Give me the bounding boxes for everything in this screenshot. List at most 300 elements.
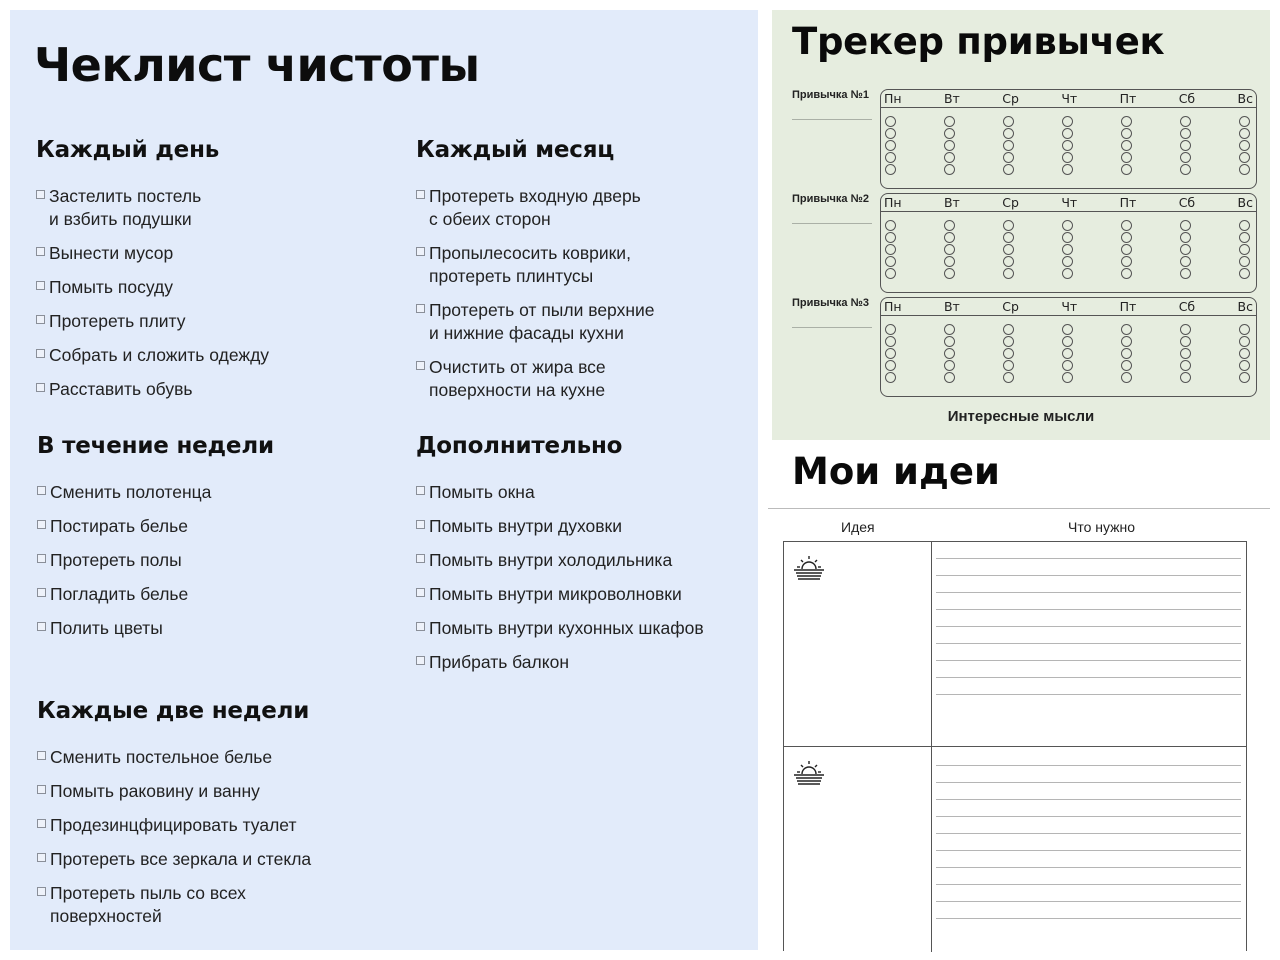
habit-circle-checkbox[interactable] [944, 232, 955, 243]
idea-cell[interactable] [784, 747, 932, 952]
checklist-item-label: Прибрать балкон [429, 652, 569, 672]
weekday-header [881, 90, 1256, 108]
habit-block-2 [772, 193, 1270, 297]
habit-circle-checkbox[interactable] [1239, 360, 1250, 371]
checkbox-icon[interactable] [37, 588, 46, 597]
checkbox-icon[interactable] [416, 554, 425, 563]
habit-circle-checkbox[interactable] [1062, 360, 1073, 371]
checklist-item[interactable] [36, 242, 269, 265]
day-column [1062, 220, 1073, 279]
habit-circle-checkbox[interactable] [944, 348, 955, 359]
habit-circle-checkbox[interactable] [1003, 324, 1014, 335]
habit-circle-checkbox[interactable] [1121, 128, 1132, 139]
habit-circle-checkbox[interactable] [885, 244, 896, 255]
checklist-item-label: Протереть пыль со всех [50, 883, 246, 903]
habit-circle-checkbox[interactable] [1239, 244, 1250, 255]
ideas-panel [768, 444, 1280, 960]
weekday-label: Чт [1061, 91, 1078, 106]
day-column [885, 324, 896, 383]
habit-name-line[interactable] [792, 327, 872, 328]
checklist-item-label: с обеих сторон [429, 209, 551, 229]
section-monthly [416, 137, 655, 413]
habit-circle-checkbox[interactable] [1121, 220, 1132, 231]
checklist-list [37, 481, 274, 640]
habit-circle-checkbox[interactable] [1121, 360, 1132, 371]
habit-circle-checkbox[interactable] [944, 220, 955, 231]
habit-tracker-panel [772, 10, 1270, 440]
writing-line [936, 833, 1241, 834]
weekday-label: Пн [884, 299, 902, 314]
habit-circle-checkbox[interactable] [944, 140, 955, 151]
checklist-item[interactable] [37, 746, 311, 769]
checkbox-icon[interactable] [37, 887, 46, 896]
checklist-item[interactable] [416, 242, 655, 288]
habit-circle-checkbox[interactable] [944, 164, 955, 175]
checkbox-icon[interactable] [416, 622, 425, 631]
interesting-thoughts-label: Интересные мысли [947, 408, 1095, 425]
section-extra [416, 433, 704, 685]
writing-line [936, 867, 1241, 868]
habit-circle-checkbox[interactable] [1062, 336, 1073, 347]
checkbox-icon[interactable] [416, 361, 425, 370]
checklist-item[interactable] [37, 780, 311, 803]
habit-circle-checkbox[interactable] [1239, 268, 1250, 279]
checklist-item-label: Погладить белье [50, 584, 189, 604]
column-header-idea: Идея [841, 519, 875, 535]
checklist-list [416, 481, 704, 674]
habit-circle-checkbox[interactable] [1003, 164, 1014, 175]
habit-circle-checkbox[interactable] [1239, 324, 1250, 335]
habit-circle-checkbox[interactable] [1180, 220, 1191, 231]
day-column [1180, 116, 1191, 175]
habit-circle-checkbox[interactable] [1180, 232, 1191, 243]
habit-circle-checkbox[interactable] [1239, 128, 1250, 139]
section-heading: В течение недели [37, 433, 274, 459]
writing-line [936, 782, 1241, 783]
day-column [944, 220, 955, 279]
habit-label: Привычка №1 [792, 89, 869, 101]
habit-week-grid [880, 89, 1257, 189]
habit-circle-checkbox[interactable] [1121, 232, 1132, 243]
weekday-label: Сб [1178, 91, 1196, 106]
weekday-label: Вс [1237, 299, 1253, 314]
habit-circle-checkbox[interactable] [1121, 140, 1132, 151]
checklist-item-label: Очистить от жира все [429, 357, 606, 377]
writing-line [936, 558, 1241, 559]
day-column [1062, 116, 1073, 175]
habit-name-line[interactable] [792, 223, 872, 224]
habit-circle-checkbox[interactable] [1003, 128, 1014, 139]
writing-line [936, 816, 1241, 817]
habit-circle-checkbox[interactable] [1239, 336, 1250, 347]
checkbox-icon[interactable] [37, 785, 46, 794]
checklist-item-label: Протереть полы [50, 550, 182, 570]
checklist-item[interactable] [416, 651, 704, 674]
habit-circle-checkbox[interactable] [944, 152, 955, 163]
checklist-item[interactable] [37, 882, 311, 928]
habit-circle-checkbox[interactable] [1003, 152, 1014, 163]
checklist-item[interactable] [37, 848, 311, 871]
habit-circle-checkbox[interactable] [1180, 244, 1191, 255]
writing-line [936, 677, 1241, 678]
habit-circle-checkbox[interactable] [1180, 348, 1191, 359]
checkbox-icon[interactable] [416, 247, 425, 256]
ideas-row [784, 747, 1246, 952]
sunrise-icon [792, 554, 826, 580]
habit-circle-checkbox[interactable] [1003, 256, 1014, 267]
day-column [1062, 324, 1073, 383]
weekday-label: Сб [1178, 299, 1196, 314]
checklist-item-label: Протереть входную дверь [429, 186, 641, 206]
habit-circle-checkbox[interactable] [1121, 348, 1132, 359]
section-heading: Каждый месяц [416, 137, 615, 163]
checklist-item[interactable] [416, 617, 704, 640]
habit-week-grid [880, 193, 1257, 293]
checkbox-icon[interactable] [36, 383, 45, 392]
checklist-item-label: Протереть от пыли верхние [429, 300, 655, 320]
weekday-label: Вт [943, 195, 960, 210]
checklist-item-label: Помыть внутри кухонных шкафов [429, 618, 704, 638]
section-biweekly [37, 698, 311, 939]
habit-circle-checkbox[interactable] [1121, 372, 1132, 383]
checklist-item[interactable] [37, 814, 311, 837]
tracker-title: Трекер привычек [792, 20, 1165, 63]
habit-circle-checkbox[interactable] [944, 128, 955, 139]
weekday-label: Чт [1061, 195, 1078, 210]
checkbox-icon[interactable] [37, 819, 46, 828]
day-column [1180, 220, 1191, 279]
habit-circle-checkbox[interactable] [1003, 244, 1014, 255]
checkbox-icon[interactable] [37, 751, 46, 760]
habit-circle-checkbox[interactable] [1121, 336, 1132, 347]
section-daily [36, 137, 269, 412]
weekday-label: Пн [884, 91, 902, 106]
day-column [1003, 324, 1014, 383]
checklist-item[interactable] [416, 299, 655, 345]
checklist-item-label: Помыть внутри духовки [429, 516, 622, 536]
habit-circle-checkbox[interactable] [944, 256, 955, 267]
weekday-label: Вс [1237, 195, 1253, 210]
habit-circle-checkbox[interactable] [885, 128, 896, 139]
checklist-item[interactable] [416, 185, 655, 231]
checklist-title: Чеклист чистоты [34, 38, 480, 92]
habit-circle-checkbox[interactable] [1180, 116, 1191, 127]
checklist-item[interactable] [36, 185, 269, 231]
habit-circle-checkbox[interactable] [1239, 348, 1250, 359]
habit-circle-checkbox[interactable] [1062, 244, 1073, 255]
habit-circle-checkbox[interactable] [1003, 220, 1014, 231]
habit-circle-checkbox[interactable] [885, 372, 896, 383]
writing-line [936, 694, 1241, 695]
habit-circle-checkbox[interactable] [885, 232, 896, 243]
weekday-header [881, 194, 1256, 212]
habit-circle-checkbox[interactable] [1121, 324, 1132, 335]
habit-circle-checkbox[interactable] [1062, 372, 1073, 383]
day-column [1003, 220, 1014, 279]
checklist-item-label: Помыть раковину и ванну [50, 781, 260, 801]
checklist-item[interactable] [416, 356, 655, 402]
checklist-list [37, 746, 311, 928]
habit-circle-checkbox[interactable] [1180, 268, 1191, 279]
need-cell[interactable] [932, 542, 1246, 746]
habit-circle-checkbox[interactable] [1180, 164, 1191, 175]
habit-circle-checkbox[interactable] [885, 116, 896, 127]
checklist-item-label: Помыть внутри холодильника [429, 550, 673, 570]
section-heading: Дополнительно [416, 433, 623, 459]
day-column [885, 116, 896, 175]
day-column [1121, 324, 1132, 383]
habit-circle-checkbox[interactable] [885, 348, 896, 359]
weekday-label: Ср [1002, 195, 1019, 210]
writing-line [936, 643, 1241, 644]
habit-circle-checkbox[interactable] [1062, 348, 1073, 359]
checkbox-icon[interactable] [36, 349, 45, 358]
checkbox-icon[interactable] [37, 622, 46, 631]
habit-circle-checkbox[interactable] [1062, 324, 1073, 335]
writing-line [936, 799, 1241, 800]
habit-circle-checkbox[interactable] [1121, 244, 1132, 255]
checklist-item[interactable] [36, 310, 269, 333]
ideas-row [784, 542, 1246, 747]
weekday-label: Ср [1002, 299, 1019, 314]
writing-line [936, 575, 1241, 576]
checklist-item[interactable] [416, 515, 704, 538]
habit-circle-checkbox[interactable] [1121, 164, 1132, 175]
habit-circle-checkbox[interactable] [944, 336, 955, 347]
checkbox-icon[interactable] [37, 486, 46, 495]
writing-line [936, 901, 1241, 902]
column-header-need: Что нужно [1068, 519, 1136, 535]
checkbox-icon[interactable] [36, 315, 45, 324]
checklist-item-label: Сменить постельное белье [50, 747, 273, 767]
checkbox-icon[interactable] [416, 520, 425, 529]
checklist-item-label: поверхности на кухне [429, 380, 606, 400]
habit-label: Привычка №2 [792, 193, 869, 205]
checklist-item[interactable] [37, 515, 274, 538]
checklist-item-label: Собрать и сложить одежду [49, 345, 270, 365]
habit-circle-checkbox[interactable] [1180, 152, 1191, 163]
checkbox-icon[interactable] [416, 486, 425, 495]
habit-circle-checkbox[interactable] [1180, 256, 1191, 267]
writing-line [936, 592, 1241, 593]
habit-circle-checkbox[interactable] [1180, 324, 1191, 335]
checklist-list [36, 185, 269, 401]
checklist-list [416, 185, 655, 402]
habit-circle-checkbox[interactable] [885, 268, 896, 279]
day-column [1239, 116, 1250, 175]
habit-circle-checkbox[interactable] [885, 152, 896, 163]
habit-name-line[interactable] [792, 119, 872, 120]
habit-circle-checkbox[interactable] [1180, 336, 1191, 347]
checkbox-icon[interactable] [37, 853, 46, 862]
habit-circle-checkbox[interactable] [1121, 152, 1132, 163]
checklist-item-label: и нижние фасады кухни [429, 323, 624, 343]
checkbox-icon[interactable] [37, 520, 46, 529]
section-heading: Каждые две недели [37, 698, 310, 724]
habit-checkmarks [881, 316, 1256, 383]
checklist-item-label: Застелить постель [49, 186, 202, 206]
habit-circle-checkbox[interactable] [1180, 140, 1191, 151]
weekday-label: Чт [1061, 299, 1078, 314]
habit-week-grid [880, 297, 1257, 397]
checklist-item[interactable] [416, 549, 704, 572]
checklist-item-label: поверхностей [50, 906, 162, 926]
checklist-item-label: протереть плинтусы [429, 266, 594, 286]
checklist-item-label: Помыть внутри микроволновки [429, 584, 682, 604]
weekday-label: Пн [884, 195, 902, 210]
writing-line [936, 850, 1241, 851]
checkbox-icon[interactable] [37, 554, 46, 563]
checklist-item-label: Помыть посуду [49, 277, 174, 297]
habit-circle-checkbox[interactable] [1062, 164, 1073, 175]
checklist-item[interactable] [36, 276, 269, 299]
checklist-item[interactable] [37, 617, 274, 640]
checklist-item-label: Вынести мусор [49, 243, 174, 263]
ideas-title: Мои идеи [792, 450, 1000, 493]
habit-circle-checkbox[interactable] [1003, 348, 1014, 359]
idea-cell[interactable] [784, 542, 932, 746]
weekday-label: Пт [1119, 91, 1137, 106]
habit-circle-checkbox[interactable] [1239, 256, 1250, 267]
habit-circle-checkbox[interactable] [944, 324, 955, 335]
checklist-item-label: Продезинцфицировать туалет [50, 815, 297, 835]
habit-circle-checkbox[interactable] [885, 360, 896, 371]
habit-circle-checkbox[interactable] [1003, 232, 1014, 243]
day-column [1180, 324, 1191, 383]
checklist-item-label: Протереть все зеркала и стекла [50, 849, 312, 869]
checkbox-icon[interactable] [36, 247, 45, 256]
habit-circle-checkbox[interactable] [1062, 220, 1073, 231]
checklist-item[interactable] [416, 481, 704, 504]
habit-circle-checkbox[interactable] [1062, 256, 1073, 267]
weekday-label: Пт [1119, 195, 1137, 210]
habit-circle-checkbox[interactable] [1062, 232, 1073, 243]
habit-circle-checkbox[interactable] [1062, 140, 1073, 151]
divider [768, 508, 1270, 509]
habit-circle-checkbox[interactable] [1239, 164, 1250, 175]
checkbox-icon[interactable] [36, 190, 45, 199]
habit-circle-checkbox[interactable] [1003, 140, 1014, 151]
checklist-item[interactable] [36, 378, 269, 401]
weekday-label: Вт [943, 91, 960, 106]
sunrise-icon [792, 759, 826, 785]
weekday-header [881, 298, 1256, 316]
habit-circle-checkbox[interactable] [885, 256, 896, 267]
habit-circle-checkbox[interactable] [944, 116, 955, 127]
habit-circle-checkbox[interactable] [1239, 232, 1250, 243]
habit-circle-checkbox[interactable] [885, 324, 896, 335]
section-weekly [37, 433, 274, 651]
checklist-item[interactable] [37, 583, 274, 606]
day-column [1239, 324, 1250, 383]
writing-line [936, 660, 1241, 661]
habit-circle-checkbox[interactable] [944, 372, 955, 383]
need-cell[interactable] [932, 747, 1246, 952]
habit-circle-checkbox[interactable] [1121, 256, 1132, 267]
habit-circle-checkbox[interactable] [1062, 128, 1073, 139]
checklist-item-label: Протереть плиту [49, 311, 186, 331]
habit-circle-checkbox[interactable] [944, 360, 955, 371]
checklist-item[interactable] [37, 549, 274, 572]
writing-line [936, 884, 1241, 885]
habit-circle-checkbox[interactable] [1239, 152, 1250, 163]
weekday-label: Пт [1119, 299, 1137, 314]
habit-block-1 [772, 89, 1270, 193]
day-column [944, 116, 955, 175]
habit-circle-checkbox[interactable] [885, 140, 896, 151]
checkbox-icon[interactable] [416, 588, 425, 597]
habit-circle-checkbox[interactable] [1239, 372, 1250, 383]
habit-circle-checkbox[interactable] [1180, 360, 1191, 371]
checklist-item-label: Пропылесосить коврики, [429, 243, 631, 263]
checklist-item-label: Расставить обувь [49, 379, 193, 399]
habit-circle-checkbox[interactable] [1121, 268, 1132, 279]
day-column [885, 220, 896, 279]
day-column [1121, 116, 1132, 175]
checklist-item[interactable] [36, 344, 269, 367]
checkbox-icon[interactable] [416, 190, 425, 199]
checklist-item-label: Помыть окна [429, 482, 535, 502]
checkbox-icon[interactable] [36, 281, 45, 290]
checklist-item[interactable] [37, 481, 274, 504]
writing-line [936, 918, 1241, 919]
day-column [1003, 116, 1014, 175]
habit-circle-checkbox[interactable] [885, 336, 896, 347]
writing-line [936, 765, 1241, 766]
ideas-table [783, 541, 1247, 951]
day-column [1239, 220, 1250, 279]
habit-circle-checkbox[interactable] [1003, 336, 1014, 347]
habit-circle-checkbox[interactable] [1003, 116, 1014, 127]
checklist-item-label: Полить цветы [50, 618, 163, 638]
checklist-item[interactable] [416, 583, 704, 606]
habit-circle-checkbox[interactable] [885, 164, 896, 175]
habit-label: Привычка №3 [792, 297, 869, 309]
weekday-label: Вт [943, 299, 960, 314]
checkbox-icon[interactable] [416, 304, 425, 313]
writing-line [936, 626, 1241, 627]
habit-circle-checkbox[interactable] [1239, 220, 1250, 231]
habit-circle-checkbox[interactable] [1239, 116, 1250, 127]
day-column [1121, 220, 1132, 279]
habit-checkmarks [881, 212, 1256, 279]
habit-circle-checkbox[interactable] [944, 268, 955, 279]
habit-circle-checkbox[interactable] [944, 244, 955, 255]
weekday-label: Вс [1237, 91, 1253, 106]
habit-circle-checkbox[interactable] [1062, 268, 1073, 279]
habit-circle-checkbox[interactable] [1003, 268, 1014, 279]
habit-circle-checkbox[interactable] [1121, 116, 1132, 127]
habit-checkmarks [881, 108, 1256, 175]
day-column [944, 324, 955, 383]
habit-circle-checkbox[interactable] [1003, 360, 1014, 371]
section-heading: Каждый день [36, 137, 220, 163]
writing-line [936, 609, 1241, 610]
habit-circle-checkbox[interactable] [1180, 372, 1191, 383]
habit-circle-checkbox[interactable] [1062, 152, 1073, 163]
checkbox-icon[interactable] [416, 656, 425, 665]
habit-block-3 [772, 297, 1270, 401]
cleaning-checklist-panel [10, 10, 758, 950]
checklist-item-label: Сменить полотенца [50, 482, 212, 502]
checklist-item-label: и взбить подушки [49, 209, 192, 229]
weekday-label: Сб [1178, 195, 1196, 210]
habit-circle-checkbox[interactable] [1003, 372, 1014, 383]
habit-circle-checkbox[interactable] [885, 220, 896, 231]
habit-circle-checkbox[interactable] [1180, 128, 1191, 139]
habit-circle-checkbox[interactable] [1062, 116, 1073, 127]
habit-circle-checkbox[interactable] [1239, 140, 1250, 151]
